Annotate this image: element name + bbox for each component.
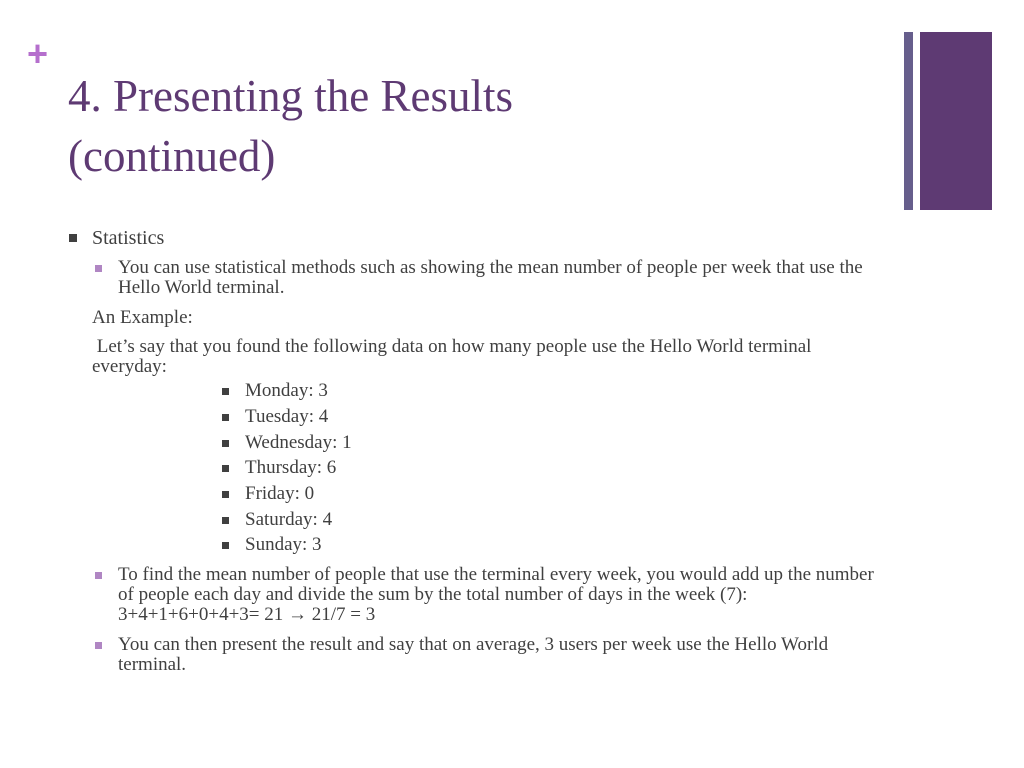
list-item: Thursday: 6 [245,457,337,478]
list-item: Saturday: 4 [245,509,333,530]
title-line-1: 4. Presenting the Results [68,71,513,121]
decorative-bar-thin [904,32,913,210]
example-label: An Example: [92,307,193,328]
bullet-square-icon [222,491,229,498]
level1-heading: Statistics [92,227,165,249]
list-item: Wednesday: 1 [245,432,352,453]
bullet-square-icon [222,542,229,549]
bullet-mean: To find the mean number of people that use the terminal every week, you would add up the number of people each day and divide the sum by the total number of days in the week (7): 3+4+1+6+0+4+3= 21 → 21/7 = 3 [118,564,874,625]
title-line-2: (continued) [68,131,276,181]
bullet-methods: You can use statistical methods such as showing the mean number of people per week that use the Hello World terminal. [118,257,863,298]
bullet-square-icon [95,642,102,649]
page-title [68,66,868,186]
bullet-square-icon [222,465,229,472]
bullet-square-icon [222,388,229,395]
list-item: Tuesday: 4 [245,406,329,427]
bullet-result: You can then present the result and say that on average, 3 users per week use the Hello World terminal. [118,634,829,675]
bullet-square-icon [222,440,229,447]
list-item: Sunday: 3 [245,534,322,555]
bullet-square-icon [95,265,102,272]
bullet-square-icon [222,414,229,421]
plus-icon: + [27,33,49,74]
list-item: Monday: 3 [245,380,328,401]
bullet-square-icon [69,234,77,242]
bullet-square-icon [95,572,102,579]
list-item: Friday: 0 [245,483,315,504]
example-intro: Let’s say that you found the following data on how many people use the Hello World terminal everyday: [92,336,817,377]
bullet-square-icon [222,517,229,524]
decorative-bar-thick [920,32,992,210]
